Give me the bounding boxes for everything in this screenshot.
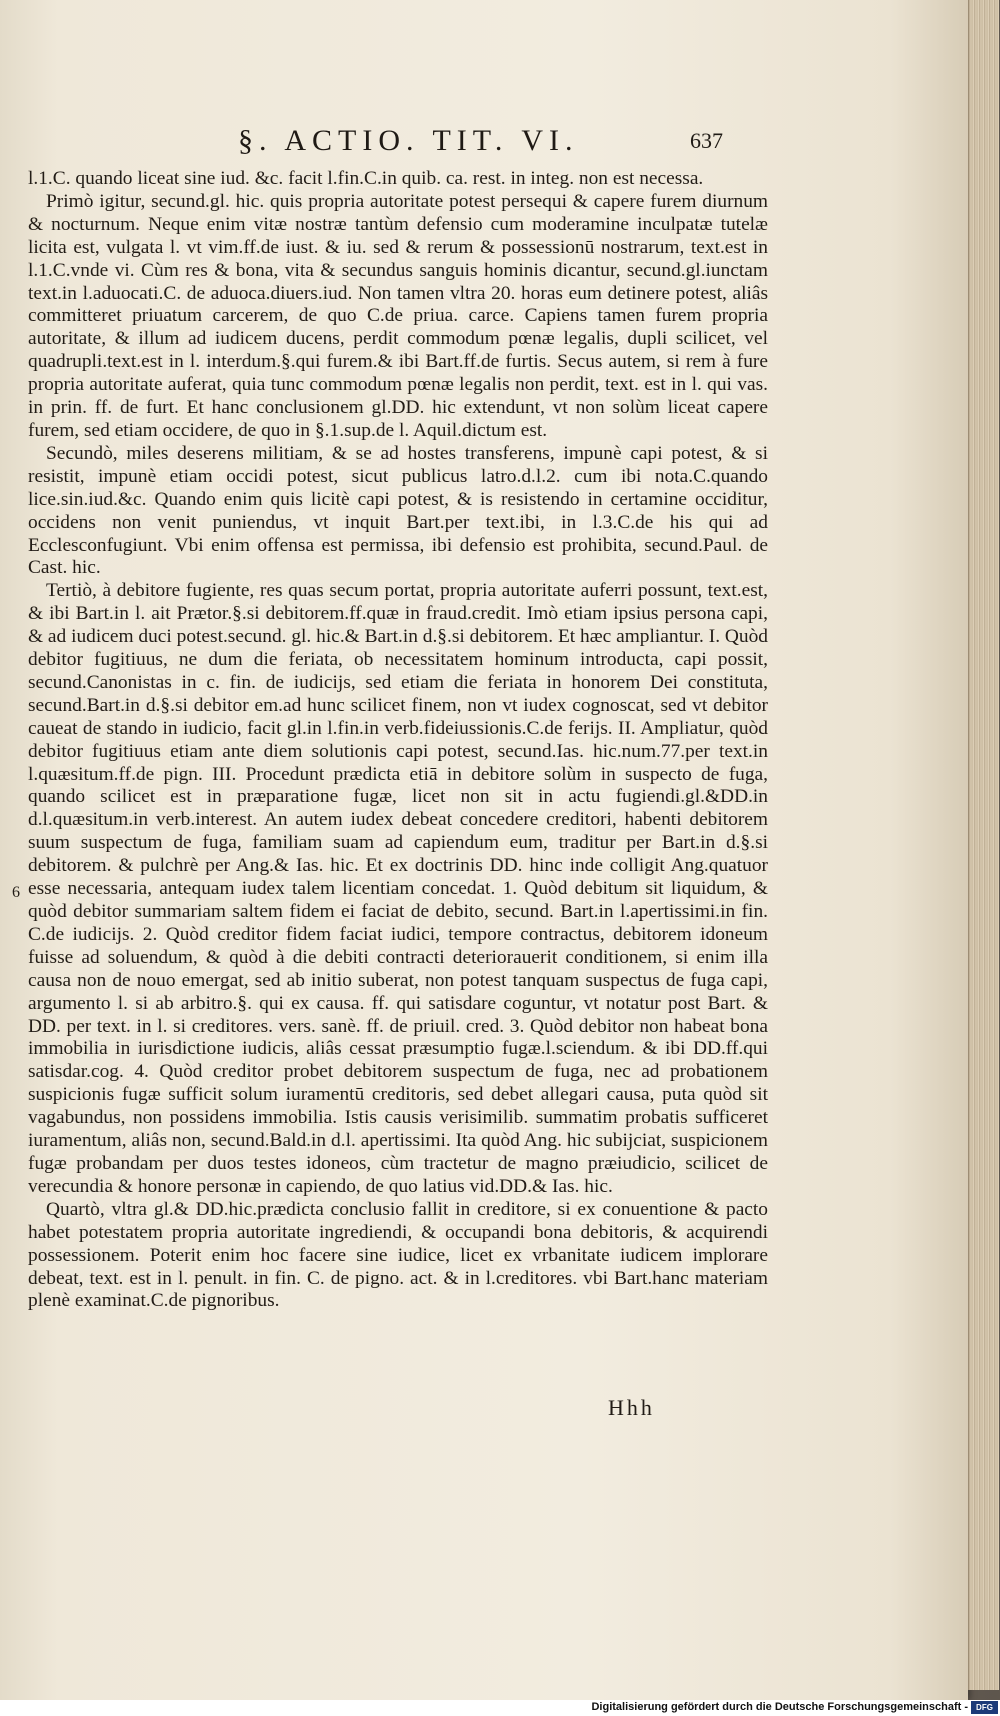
paragraph-tertio: Tertiò, à debitore fugiente, res quas secum portat, propria autoritate auferri possunt, text.est, & ibi Bart.in l. ait Prætor.§.si debitorem.ff.quæ in fraud.credit. Imò etiam ipsius persona capi, & ad iudicem duci potest.secund. gl. hic.& Bart.in d.§.si debitorem. Et hæc ampliantur. I. Quòd debitor fugitiuus, ne dum die feriata, ob necessitatem hominum introducta, capi possit, secund.Canonistas in c. fin. de iudicijs, sed etiam die feriata in honorem Dei constituta, secund.Bart.in d.§.si debitor em.ad hunc scilicet finem, non vt iudex cognoscat, sed vt debitor caueat de stando in iudicio, facit gl.in l.fin.in verb.fideiussionis.C.de ferijs. II. Ampliatur, quòd debitor fugitiuus etiam ante diem solutionis capi potest, secund.Ias. hic.num.77.per text.in l.quæsitum.ff.de pign. III. Procedunt prædicta etiā in debitore solùm in suspecto de fuga, quando scilicet est in præparatione fugæ, licet non sit in actu fugiendi.gl.&DD.in d.l.quæsitum.in verb.interest. An autem iudex debeat concedere creditori, habenti debitorem suum suspectum de fuga, familiam suam ad capiendum eum, traditur per Bart.in d.§.si debitorem. & pulchrè per Ang.& Ias. hic. Et ex doctrinis DD. hinc inde colligit Ang.quatuor esse necessaria, antequam iudex talem licentiam concedat. 1. Quòd debitum sit liquidum, & quòd debitor summariam saltem fidem ei faciat de debito, secund. Bart.in l.apertissimi.in fin. C.de iudicijs. 2. Quòd creditor fidem faciat iudici, tempore contractus, debitorem idoneum fuisse ad soluendum, & quòd à die debiti contracti deteriorauerit conditionem, si enim illa causa non de nouo emergat, sed ab initio suberat, non potest tanquam suspectus de fuga capi, argumento l. si ab arbitro.§. qui ex causa. ff. qui satisdare coguntur, vt notatur post Bart. & DD. per text. in l. si creditores. vers. sanè. ff. de priuil. cred. 3. Quòd debitor non habeat bona immobilia in iurisdictione iudicis, aliâs cessat præsumptio fugæ.l.sciendum. & ibi DD.ff.qui satisdar.cog. 4. Quòd creditor probet debitorem suspectum de fuga, nec ad probationem suspicionis fugæ sufficit solum iuramentū creditoris, sed debet allegari causa, puta quòd sit vagabundus, non possidens immobilia. Istis causis verisimilib. summatim probatis sufficeret iuramentum, aliâs non, secund.Bald.in d.l. apertissimi. Ita quòd Ang. hic subijciat, suspicionem fugæ probandam per duos testes idoneos, cùm tractetur de magno præiudicio, scilicet de verecundia & honore personæ in capiendo, de quo latius vid.DD.& Ias. hic. [28,580,768,1197]
paragraph-continuation: l.1.C. quando liceat sine iud. &c. facit l.fin.C.in quib. ca. rest. in integ. non est necessa. [28,168,704,189]
paragraph-primo: Primò igitur, secund.gl. hic. quis propria autoritate potest persequi & capere furem diurnum & nocturnum. Neque enim vitæ nostræ tantùm defensio cum moderamine inculpatæ tutelæ licita est, vulgata l. vt vim.ff.de iust. & iu. sed & rerum & possessionū nostrarum, text.est in l.1.C.vnde vi. Cùm res & bona, vita & secundus sanguis hominis dicantur, secund.gl.iunctam text.in l.aduocati.C. de aduoca.diuers.iud. Non tamen vltra 20. horas eum detinere potest, aliâs committeret priuatum carcerem, de quo C.de priua. carce. Capiens tamen furem propria autoritate, & illum ad iudicem ducens, perdit commodum pœnæ legalis, dupli scilicet, vel quadrupli.text.est in l. interdum.§.qui furem.& ibi Bart.ff.de furtis. Secus autem, si rem à fure propria autoritate auferat, quia tunc commodum pœnæ legalis non perdit, text. est in l. qui vas. in prin. ff. de furt. Et hanc conclusionem gl.DD. hic extendunt, vt non solùm liceat capere furem, sed etiam occidere, de quo in §.1.sup.de l. Aquil.dictum est. [28,190,768,441]
running-title: §. ACTIO. TIT. VI. [238,124,579,157]
footer-credit: Digitalisierung gefördert durch die Deutsche Forschungsgemeinschaft - [591,1701,968,1713]
paragraph-quarto: Quartò, vltra gl.& DD.hic.prædicta conclusio fallit in creditore, si ex conuentione & pacto habet potestatem propria autoritate ingrediendi, & occupandi bona debitoris, & acquirendi possessionem. Poterit enim hoc facere sine iudice, licet ex vrbanitate iudicem implorare debeat, text. est in l. penult. in fin. C. de pigno. act. & in l.creditores. vbi Bart.hanc materiam plenè examinat.C.de pignoribus. [28,1198,768,1312]
footer-bar [0,1700,1000,1716]
paragraph-secundo: Secundò, miles deserens militiam, & se ad hostes transferens, impunè capi potest, & si resistit, impunè etiam occidi potest, sicut publicus latro.d.l.2. cum ibi nota.C.quando lice.sin.iud.&c. Quando enim quis licitè capi potest, & is resistendo in certamine occiditur, occidens non venit puniendus, vt inquit Bart.per text.ibi, in l.3.C.de his qui ad Ecclesconfugiunt. Vbi enim offensa est permissa, ibi defensio est prohibita, secund.Paul. de Cast. hic. [28,442,768,579]
signature-mark: Hhh [608,1395,655,1420]
margin-mark: 6 [12,884,20,901]
dfg-logo-icon: DFG [971,1701,998,1714]
running-head [0,124,968,164]
page-number: 637 [690,128,723,153]
page-edge [968,0,999,1690]
body-text [28,168,768,1313]
